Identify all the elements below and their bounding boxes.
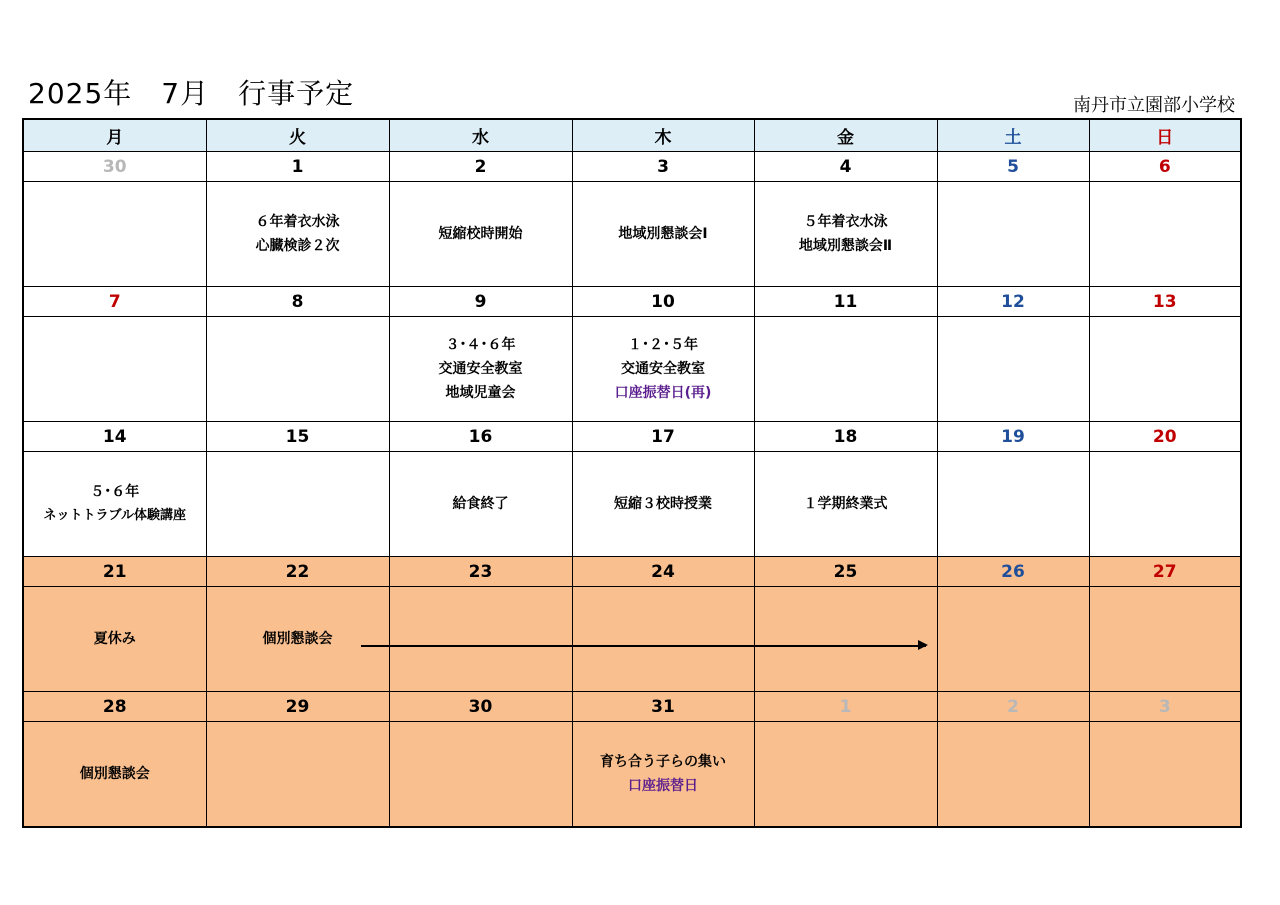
date-cell: 23 (389, 557, 572, 587)
date-cell: 27 (1089, 557, 1241, 587)
event-cell (23, 587, 206, 692)
event-cell (389, 317, 572, 422)
date-cell: 28 (23, 692, 206, 722)
event-cell (206, 317, 389, 422)
event-cell (937, 317, 1089, 422)
event-text: ６年着衣水泳 (255, 214, 340, 230)
date-cell: 6 (1089, 152, 1241, 182)
date-cell: 18 (754, 422, 937, 452)
date-cell: 1 (754, 692, 937, 722)
week-2-dates (23, 287, 1241, 317)
event-cell (389, 452, 572, 557)
event-text: ネットトラブル体験講座 (43, 508, 186, 523)
date-cell: 14 (23, 422, 206, 452)
event-cell (754, 452, 937, 557)
event-text: １･２･５年 (628, 337, 698, 353)
date-cell: 4 (754, 152, 937, 182)
date-cell: 11 (754, 287, 937, 317)
event-cell (1089, 722, 1241, 828)
event-cell (1089, 182, 1241, 287)
event-text: ５･６年 (90, 484, 140, 500)
date-cell: 1 (206, 152, 389, 182)
event-cell (389, 722, 572, 828)
event-cell (937, 182, 1089, 287)
date-cell: 31 (572, 692, 754, 722)
event-cell (389, 587, 572, 692)
week-4-events (23, 587, 1241, 692)
date-cell: 8 (206, 287, 389, 317)
event-cell (1089, 317, 1241, 422)
calendar-table (22, 118, 1242, 828)
week-2-events (23, 317, 1241, 422)
event-cell (572, 722, 754, 828)
event-cell (1089, 587, 1241, 692)
date-cell: 26 (937, 557, 1089, 587)
weekday-tue: 火 (206, 119, 389, 152)
event-text: 心臓検診２次 (255, 238, 340, 254)
date-cell: 10 (572, 287, 754, 317)
event-cell (754, 587, 937, 692)
date-cell: 5 (937, 152, 1089, 182)
event-cell (206, 587, 389, 692)
date-cell: 7 (23, 287, 206, 317)
event-text: 地域児童会 (445, 385, 516, 401)
event-cell (754, 182, 937, 287)
event-cell (23, 182, 206, 287)
event-text: １学期終業式 (803, 496, 888, 512)
date-cell: 20 (1089, 422, 1241, 452)
date-cell: 21 (23, 557, 206, 587)
event-text: 短縮３校時授業 (614, 496, 712, 512)
event-cell (572, 317, 754, 422)
event-text: 個別懇談会 (79, 766, 150, 782)
event-text: 地域別懇談会Ⅰ (618, 226, 708, 242)
date-cell: 2 (937, 692, 1089, 722)
week-5-events (23, 722, 1241, 828)
date-cell: 9 (389, 287, 572, 317)
event-text: 地域別懇談会Ⅱ (798, 238, 893, 254)
weekday-wed: 水 (389, 119, 572, 152)
event-text: ３･４･６年 (445, 337, 516, 353)
date-cell: 2 (389, 152, 572, 182)
school-name: 南丹市立園部小学校 (1073, 95, 1235, 116)
weekday-header-row (23, 119, 1241, 152)
event-cell (572, 587, 754, 692)
date-cell: 12 (937, 287, 1089, 317)
event-text: 交通安全教室 (438, 361, 523, 377)
date-cell: 3 (572, 152, 754, 182)
date-cell: 22 (206, 557, 389, 587)
weekday-sat: 土 (937, 119, 1089, 152)
weekday-mon: 月 (23, 119, 206, 152)
date-cell: 3 (1089, 692, 1241, 722)
weekday-sun: 日 (1089, 119, 1241, 152)
event-cell (23, 317, 206, 422)
event-cell (206, 722, 389, 828)
date-cell: 30 (389, 692, 572, 722)
week-1-events (23, 182, 1241, 287)
event-cell (754, 317, 937, 422)
event-cell (572, 182, 754, 287)
event-cell (389, 182, 572, 287)
date-cell: 15 (206, 422, 389, 452)
date-cell: 13 (1089, 287, 1241, 317)
page-title: 2025年 7月 行事予定 (28, 77, 355, 110)
event-cell (206, 182, 389, 287)
payment-event-text: 口座振替日(再) (614, 385, 712, 401)
date-cell: 24 (572, 557, 754, 587)
event-text: 短縮校時開始 (438, 226, 523, 242)
date-cell: 19 (937, 422, 1089, 452)
date-cell: 30 (23, 152, 206, 182)
event-text: 交通安全教室 (621, 361, 705, 377)
week-5-dates (23, 692, 1241, 722)
event-cell (937, 452, 1089, 557)
event-cell (23, 452, 206, 557)
week-3-events (23, 452, 1241, 557)
event-cell (206, 452, 389, 557)
weekday-thu: 木 (572, 119, 754, 152)
week-4-dates (23, 557, 1241, 587)
week-1-dates (23, 152, 1241, 182)
event-cell (1089, 452, 1241, 557)
continuation-arrow-icon (361, 645, 926, 647)
event-text: 育ち合う子らの集い (600, 754, 726, 770)
event-cell (754, 722, 937, 828)
event-text: ５年着衣水泳 (803, 214, 888, 230)
event-text: 夏休み (93, 631, 136, 647)
event-cell (572, 452, 754, 557)
event-cell (937, 722, 1089, 828)
weekday-fri: 金 (754, 119, 937, 152)
event-cell (937, 587, 1089, 692)
payment-event-text: 口座振替日 (628, 778, 698, 794)
date-cell: 16 (389, 422, 572, 452)
event-text: 給食終了 (452, 496, 509, 512)
event-cell (23, 722, 206, 828)
date-cell: 25 (754, 557, 937, 587)
date-cell: 17 (572, 422, 754, 452)
date-cell: 29 (206, 692, 389, 722)
week-3-dates (23, 422, 1241, 452)
event-text: 個別懇談会 (262, 631, 333, 647)
